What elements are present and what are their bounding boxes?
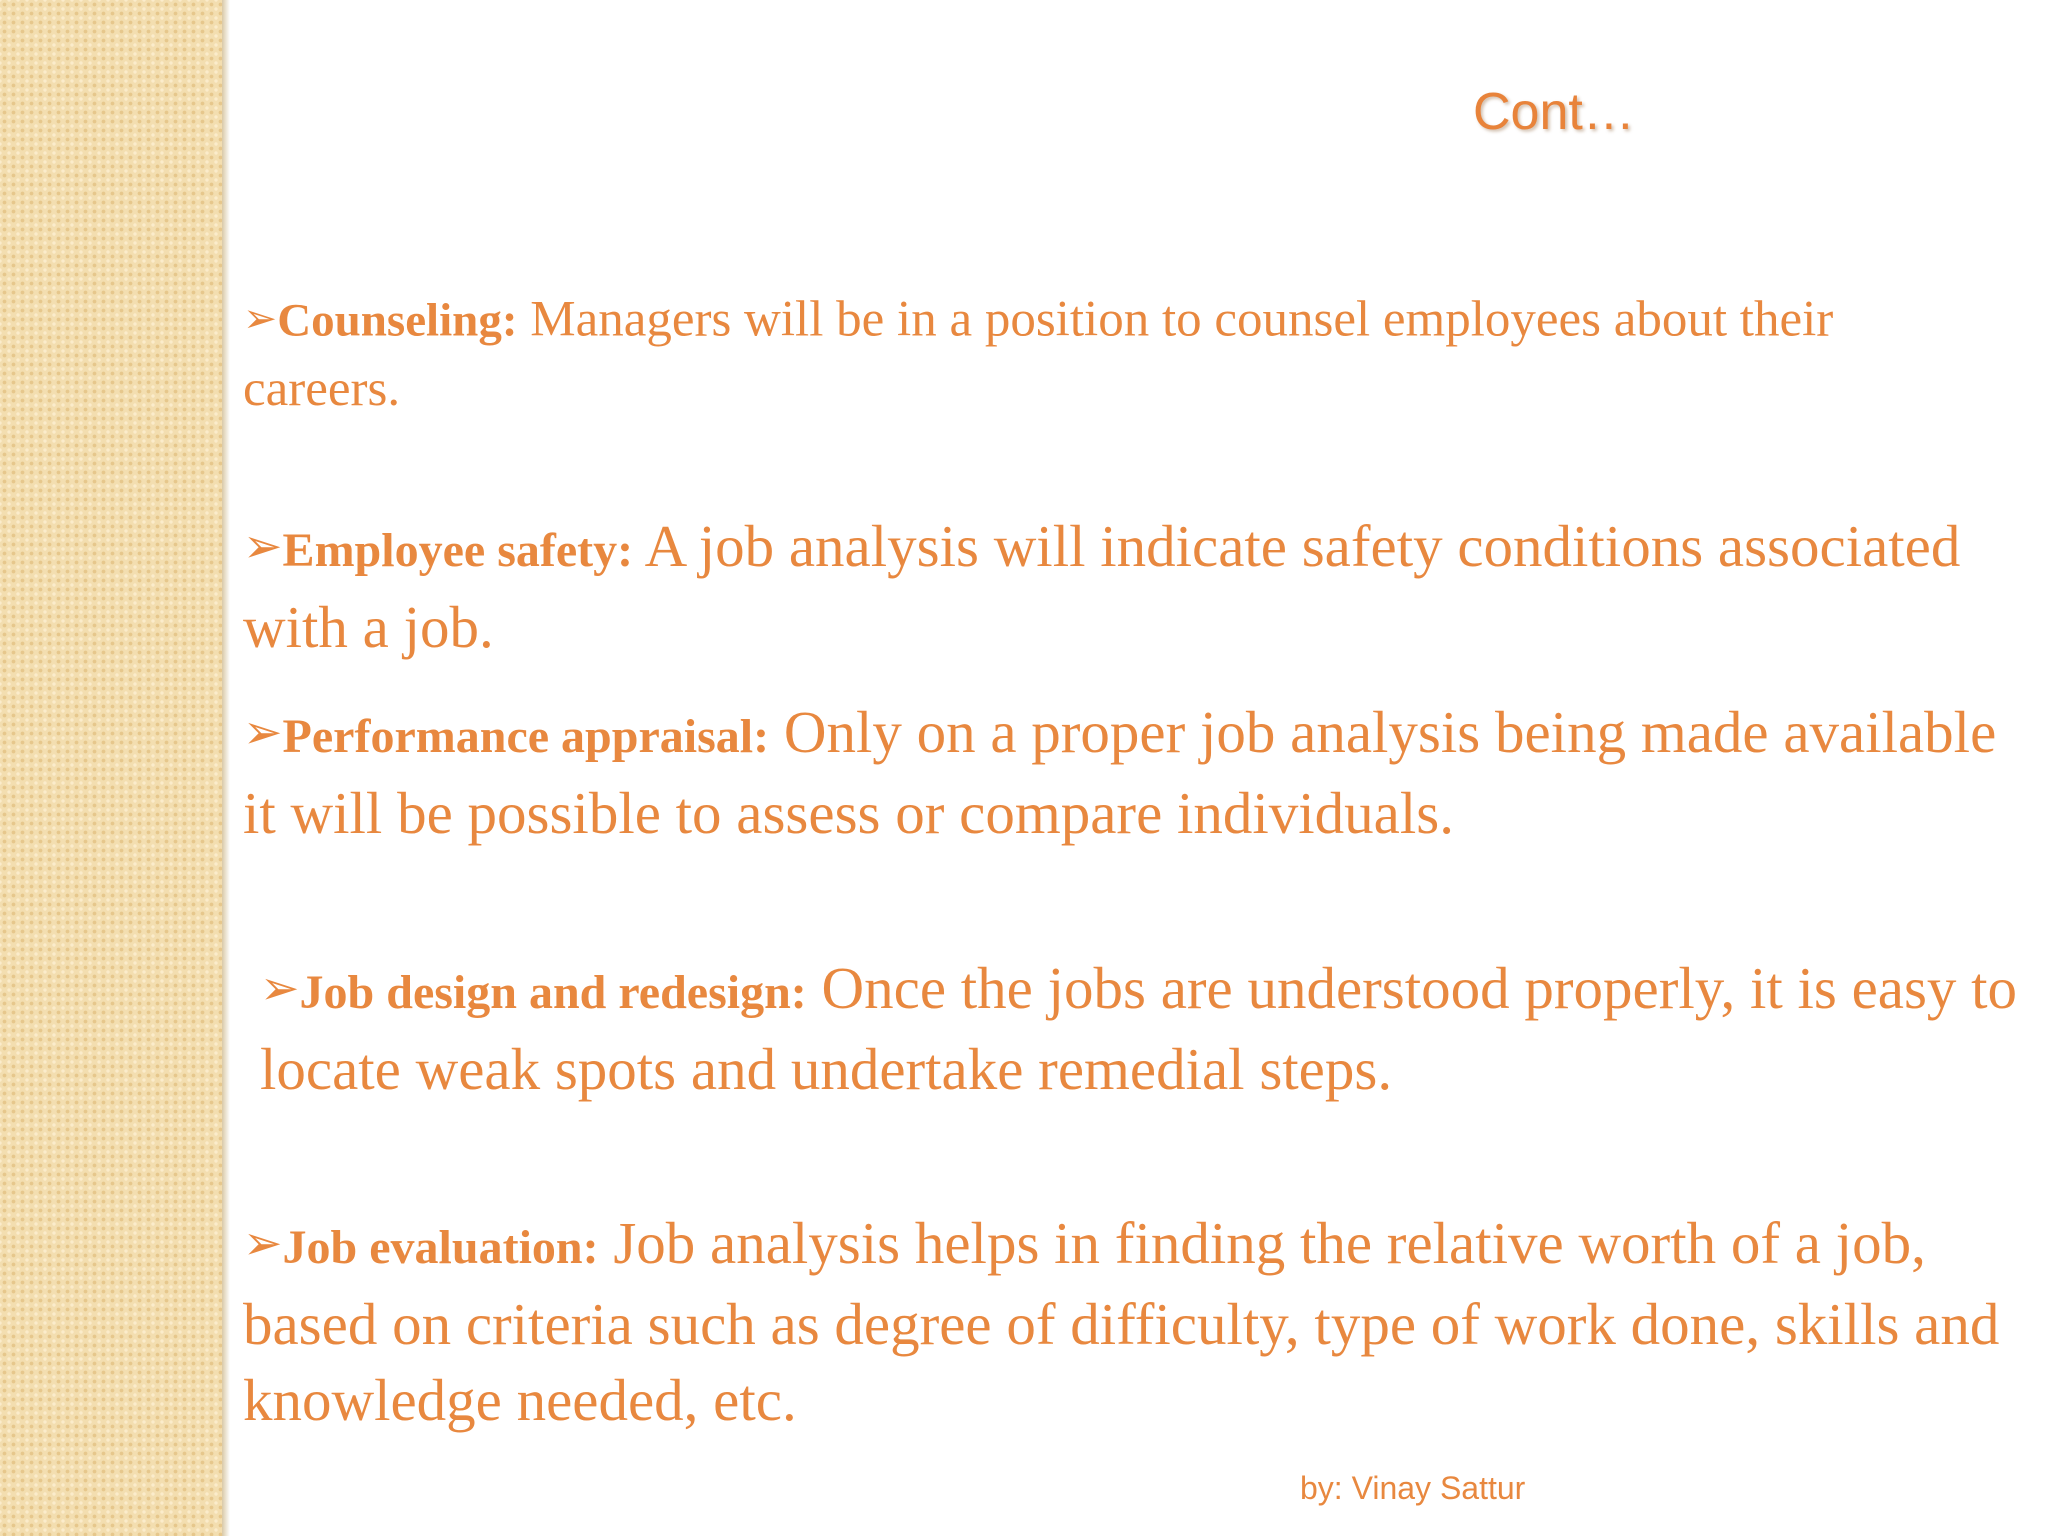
bullet-term: Counseling: xyxy=(277,294,518,347)
bullet-text: Only on a proper job analysis being made available it will be possible to assess or compare individuals. xyxy=(243,699,2026,846)
bullet-text: Once the jobs are understood properly, it is easy to locate weak spots and undertake remedial steps. xyxy=(260,955,2018,1102)
bullet-text: Job analysis helps in finding the relative worth of a job, based on criteria such as degree of difficulty, type of work done, skills and knowledge needed, etc. xyxy=(243,1210,2000,1433)
author-footer: by: Vinay Sattur xyxy=(1300,1470,1526,1506)
bullet-term: Job evaluation: xyxy=(282,1221,599,1274)
bullet-text: Managers will be in a position to counsel employees about their careers. xyxy=(243,291,1834,418)
arrow-bullet-icon: ➢ xyxy=(243,294,278,342)
bullet-text: A job analysis will indicate safety conditions associated with a job. xyxy=(243,513,1961,660)
decorative-side-band xyxy=(0,0,222,1536)
bullet-job-evaluation xyxy=(243,1205,2003,1438)
bullet-performance-appraisal xyxy=(243,694,2026,851)
arrow-bullet-icon: ➢ xyxy=(243,705,283,761)
side-band-edge xyxy=(222,0,230,1536)
bullet-employee-safety xyxy=(243,508,2003,665)
slide-title: Cont… xyxy=(1473,83,1635,141)
arrow-bullet-icon: ➢ xyxy=(260,961,300,1017)
bullet-job-design xyxy=(260,950,2020,1107)
bullet-term: Job design and redesign: xyxy=(299,966,807,1019)
bullet-term: Performance appraisal: xyxy=(282,710,770,763)
bullet-counseling xyxy=(243,284,2003,424)
arrow-bullet-icon: ➢ xyxy=(243,519,283,575)
arrow-bullet-icon: ➢ xyxy=(243,1216,283,1272)
bullet-term: Employee safety: xyxy=(282,524,634,577)
